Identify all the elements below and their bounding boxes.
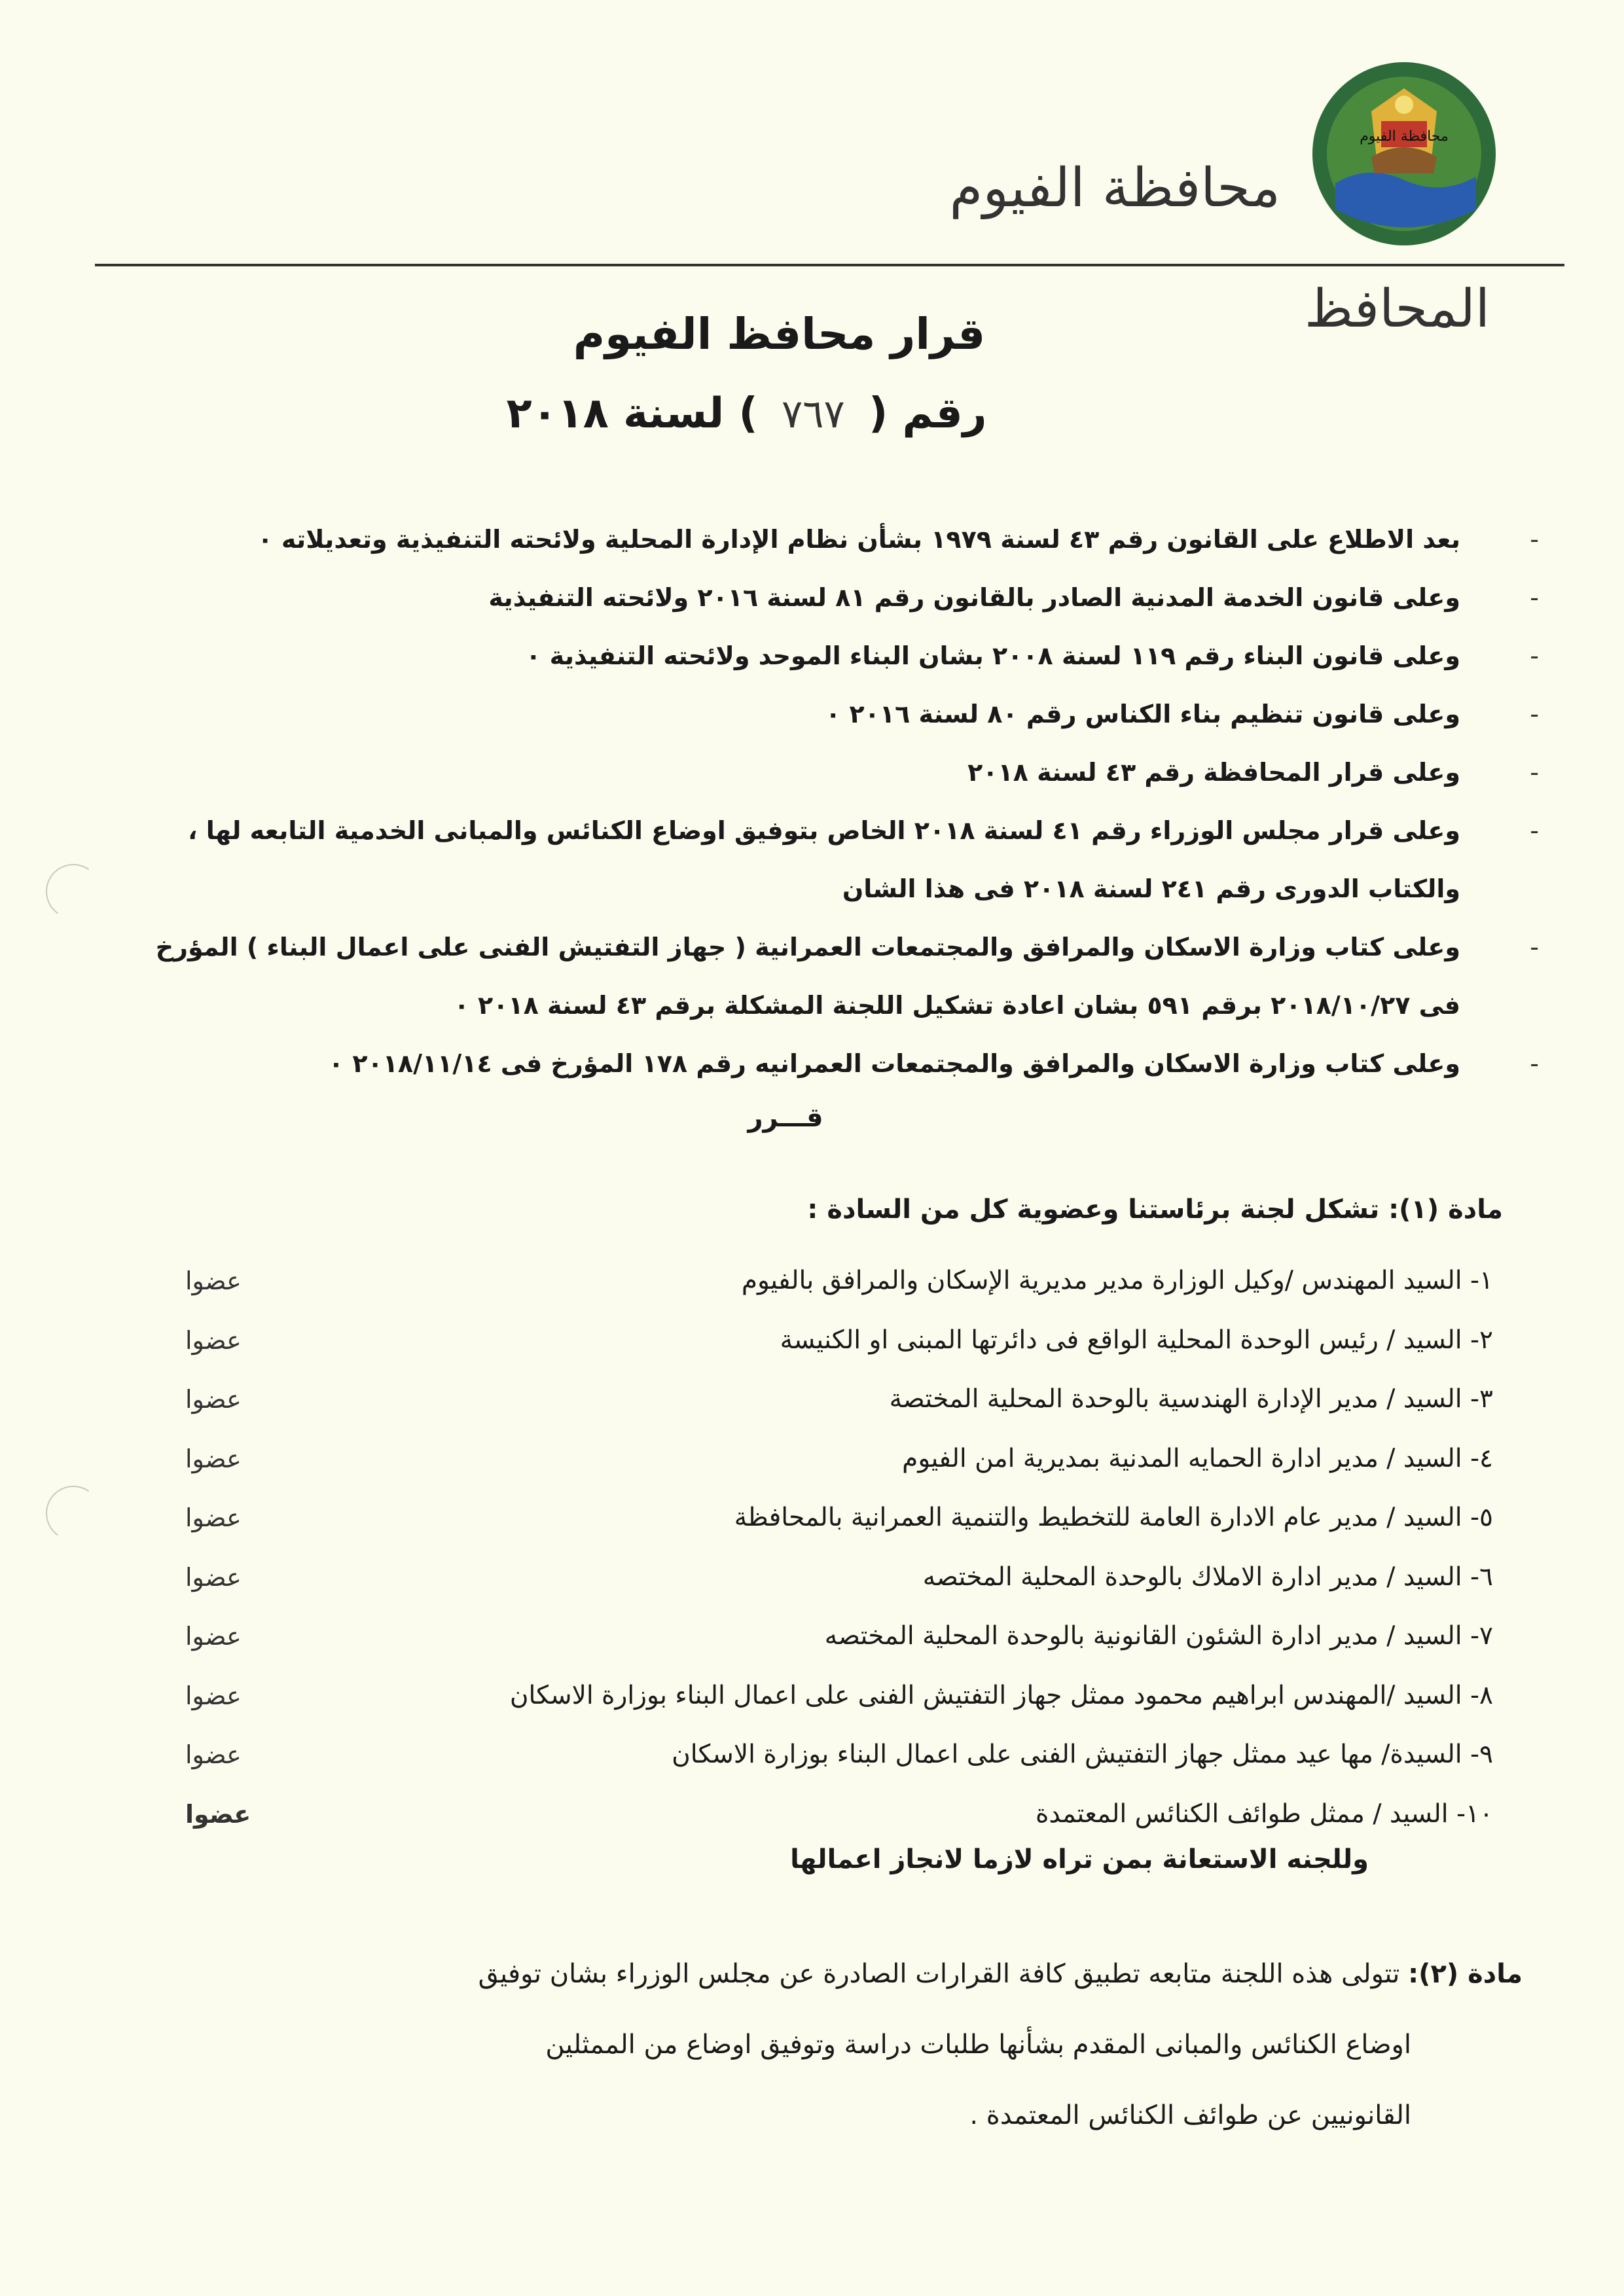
preamble-item: - وعلى قانون البناء رقم ١١٩ لسنة ٢٠٠٨ بشان البناء الموحد ولائحته التنفيذية ٠ [526, 641, 1539, 670]
member-row: ١٠- السيد / ممثل طوائف الكنائس المعتمدة عضوا [185, 1799, 1493, 1829]
member-row: ٧- السيد / مدير ادارة الشئون القانونية بالوحدة المحلية المختصه عضوا [185, 1621, 1493, 1651]
article-2 [96, 1939, 1523, 2151]
article-2-line: اوضاع الكنائس والمبانى المقدم بشأنها طلبات دراسة وتوفيق اوضاع من الممثلين [545, 2030, 1411, 2060]
governorate-seal-icon [1309, 59, 1499, 249]
preamble-item: - وعلى قانون تنظيم بناء الكناس رقم ٨٠ لسنة ٢٠١٦ ٠ [825, 700, 1539, 728]
article-2-label: مادة (٢): [1408, 1959, 1523, 1989]
preamble-item: - وعلى قانون الخدمة المدنية الصادر بالقانون رقم ٨١ لسنة ٢٠١٦ ولائحته التنفيذية [488, 583, 1539, 612]
member-row: ٣- السيد / مدير الإدارة الهندسية بالوحدة المحلية المختصة عضوا [185, 1384, 1493, 1414]
article-1-heading: مادة (١): تشكل لجنة برئاستنا وعضوية كل من السادة : [807, 1194, 1503, 1225]
preamble-list [92, 511, 1539, 1093]
member-row: ٤- السيد / مدير ادارة الحمايه المدنية بمديرية امن الفيوم عضوا [185, 1443, 1493, 1473]
header-divider [95, 264, 1564, 266]
decree-number-line [0, 389, 1624, 438]
office-name: المحافظ [1304, 278, 1490, 339]
committee-members-list [184, 1251, 1493, 1844]
preamble-item: - وعلى كتاب وزارة الاسكان والمرافق والمجتمعات العمرانيه رقم ١٧٨ المؤرخ فى ٢٠١٨/١١/١٤ ٠ [328, 1049, 1539, 1078]
preamble-item: - بعد الاطلاع على القانون رقم ٤٣ لسنة ١٩٧٩ بشأن نظام الإدارة المحلية ولائحته التنفيذية وتعديلاته ٠ [257, 525, 1539, 554]
member-row: ٢- السيد / رئيس الوحدة المحلية الواقع فى دائرتها المبنى او الكنيسة عضوا [185, 1325, 1493, 1355]
member-row: ٦- السيد / مدير ادارة الاملاك بالوحدة المحلية المختصه عضوا [185, 1562, 1493, 1592]
decree-title: قرار محافظ الفيوم [573, 309, 986, 359]
decree-heading: قـــرر [748, 1103, 823, 1133]
decree-number-prefix: رقم ( [868, 389, 987, 438]
article-2-line: مادة (٢): تتولى هذه اللجنة متابعه تطبيق كافة القرارات الصادرة عن مجلس الوزراء بشان توفيق [478, 1959, 1523, 1989]
preamble-item-continuation: والكتاب الدورى رقم ٢٤١ لسنة ٢٠١٨ فى هذا الشان [842, 874, 1460, 903]
governorate-name: محافظة الفيوم [949, 157, 1280, 219]
svg-text:محافظة الفيوم: محافظة الفيوم [1360, 128, 1449, 145]
punch-hole [41, 1481, 105, 1545]
member-row: ٩- السيدة/ مها عيد ممثل جهاز التفتيش الفنى على اعمال البناء بوزارة الاسكان عضوا [185, 1740, 1493, 1769]
decree-number: ٧٦٧ [782, 391, 845, 437]
article-1-closing: وللجنه الاستعانة بمن تراه لازما لانجاز اعمالها [790, 1844, 1369, 1874]
member-row: ٨- السيد /المهندس ابراهيم محمود ممثل جهاز التفتيش الفنى على اعمال البناء بوزارة الاسكان عضوا [185, 1680, 1493, 1710]
decree-number-suffix: ) لسنة ٢٠١٨ [506, 389, 758, 438]
preamble-item: - وعلى قرار المحافظة رقم ٤٣ لسنة ٢٠١٨ [967, 758, 1539, 787]
preamble-item: - وعلى قرار مجلس الوزراء رقم ٤١ لسنة ٢٠١٨ الخاص بتوفيق اوضاع الكنائس والمبانى الخدمية التابعه لها ، [188, 816, 1539, 845]
article-2-line: القانونيين عن طوائف الكنائس المعتمدة . [969, 2100, 1411, 2130]
preamble-item-continuation: فى ٢٠١٨/١٠/٢٧ برقم ٥٩١ بشان اعادة تشكيل اللجنة المشكلة برقم ٤٣ لسنة ٢٠١٨ ٠ [454, 991, 1460, 1020]
member-row: ١- السيد المهندس /وكيل الوزارة مدير مديرية الإسكان والمرافق بالفيوم عضوا [185, 1266, 1493, 1295]
member-row: ٥- السيد / مدير عام الادارة العامة للتخطيط والتنمية العمرانية بالمحافظة عضوا [185, 1503, 1493, 1532]
preamble-item: - وعلى كتاب وزارة الاسكان والمرافق والمجتمعات العمرانية ( جهاز التفتيش الفنى على اعمال البناء ) المؤرخ [155, 933, 1539, 961]
